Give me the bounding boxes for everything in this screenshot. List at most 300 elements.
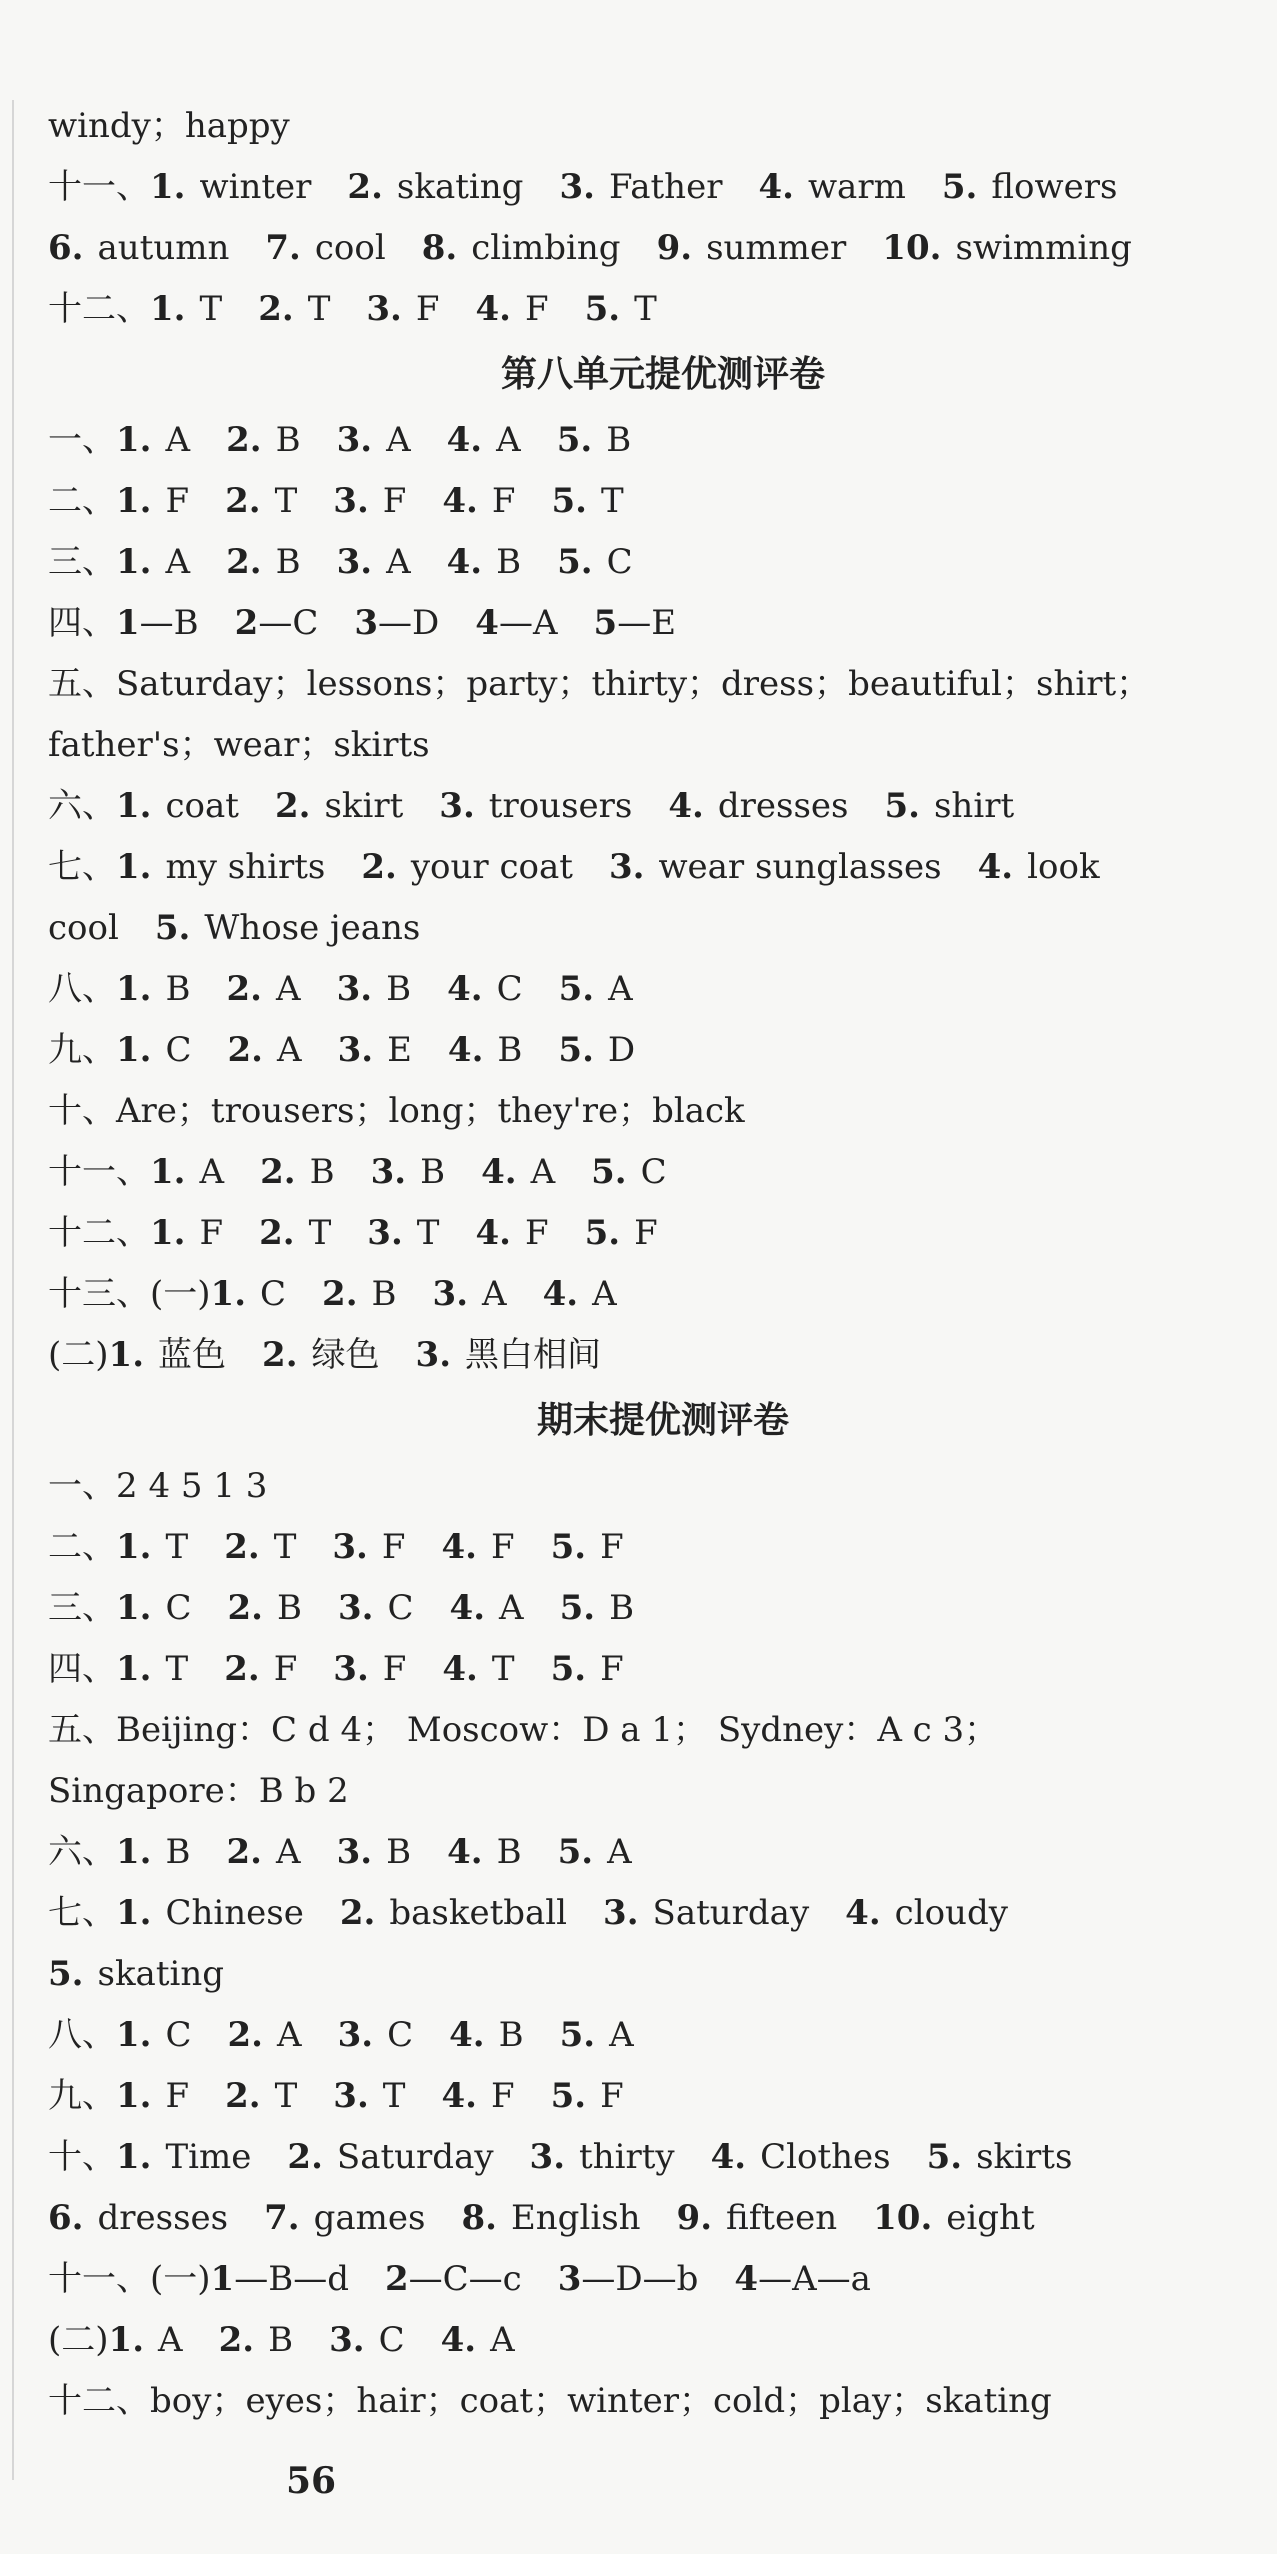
question-prefix: 三、: [48, 542, 116, 582]
answer-line: [48, 1203, 1238, 1264]
answer-line: [48, 410, 1238, 471]
item-number: 5.: [559, 1588, 596, 1628]
item-number: 5.: [584, 289, 621, 329]
item-answer: —E: [617, 603, 677, 643]
item-number: 1.: [116, 481, 152, 521]
item-number: 5.: [941, 167, 978, 207]
item-answer: Whose jeans: [204, 908, 421, 948]
item-number: 4.: [758, 167, 794, 207]
item-number: 2.: [226, 1832, 262, 1872]
answer-line: windy；happy: [48, 106, 290, 146]
item-answer: T: [382, 2076, 406, 2116]
item-number: 3.: [336, 1832, 373, 1872]
question-prefix: 十一、: [48, 167, 150, 207]
item-number: 3.: [439, 786, 475, 826]
answer-line: [48, 1517, 1238, 1578]
item-answer: F: [382, 1649, 407, 1689]
item-number: 2.: [226, 969, 262, 1009]
item-answer: C: [387, 2015, 414, 2055]
question-prefix: 三、: [48, 1588, 116, 1628]
item-number: 1.: [116, 1588, 152, 1628]
item-answer: F: [415, 289, 440, 329]
item-number: 8.: [461, 2198, 497, 2238]
answer-line: [48, 1822, 1238, 1883]
item-number: 4.: [446, 420, 483, 460]
answer-line: [48, 218, 1238, 279]
item-number: 1.: [116, 786, 152, 826]
item-answer: A: [499, 1588, 524, 1628]
item-number: 1.: [210, 1274, 247, 1314]
item-number: 1.: [116, 2076, 152, 2116]
item-answer: skating: [396, 167, 524, 207]
item-answer: —A—a: [758, 2259, 871, 2299]
question-prefix: 八、: [48, 2015, 116, 2055]
item-answer: B: [165, 1832, 191, 1872]
answer-line: [48, 1944, 1238, 2005]
item-answer: —B—d: [234, 2259, 349, 2299]
item-number: 2: [234, 603, 259, 643]
item-answer: skirt: [324, 786, 404, 826]
item-answer: my shirts: [165, 847, 326, 887]
item-answer: C: [640, 1152, 667, 1192]
answer-line: [48, 776, 1238, 837]
question-prefix: 十、: [48, 2137, 116, 2177]
item-answer: A: [608, 969, 633, 1009]
item-number: 3.: [333, 1649, 369, 1689]
item-answer: 黑白相间: [465, 1335, 602, 1375]
item-answer: A: [276, 969, 301, 1009]
item-number: 2.: [262, 1335, 298, 1375]
item-answer: Chinese: [165, 1893, 304, 1933]
item-answer: A: [609, 2015, 634, 2055]
item-answer: B: [496, 542, 522, 582]
item-answer: B: [275, 542, 301, 582]
item-answer: thirty: [579, 2137, 675, 2177]
item-number: 3.: [415, 1335, 452, 1375]
answer-line: 五、Saturday；lessons；party；thirty；dress；beautiful；shirt；: [48, 664, 1151, 704]
item-answer: 蓝色: [158, 1335, 227, 1375]
item-number: 3.: [332, 1527, 368, 1567]
item-number: 3.: [367, 1213, 403, 1253]
item-number: 3.: [608, 847, 645, 887]
item-answer: A: [496, 420, 521, 460]
item-answer: A: [530, 1152, 556, 1192]
item-answer: A: [276, 1832, 301, 1872]
item-number: 1.: [150, 1152, 186, 1192]
item-answer: B: [386, 969, 412, 1009]
question-prefix: (二): [48, 1335, 109, 1375]
item-number: 4: [734, 2259, 759, 2299]
item-number: 3.: [337, 1030, 374, 1070]
item-number: 4.: [449, 1588, 486, 1628]
item-number: 3.: [333, 2076, 369, 2116]
item-number: 3.: [559, 167, 595, 207]
item-answer: T: [308, 1213, 332, 1253]
item-number: 2: [384, 2259, 409, 2299]
item-number: 5.: [550, 1527, 587, 1567]
item-number: 5.: [550, 1649, 587, 1689]
item-answer: autumn: [97, 228, 230, 268]
item-number: 2.: [361, 847, 397, 887]
item-answer: A: [592, 1274, 617, 1314]
item-number: 5.: [591, 1152, 627, 1192]
item-number: 1.: [150, 1213, 186, 1253]
item-number: 1.: [116, 1832, 152, 1872]
item-answer: trousers: [488, 786, 633, 826]
item-answer: T: [274, 481, 298, 521]
item-number: 2.: [227, 1588, 264, 1628]
item-number: 2.: [225, 2076, 261, 2116]
item-answer: F: [490, 1527, 515, 1567]
item-answer: A: [165, 542, 191, 582]
answer-line: [48, 1264, 1238, 1325]
item-answer: warm: [807, 167, 906, 207]
answer-line: [48, 2127, 1238, 2188]
item-number: 4.: [442, 1649, 478, 1689]
item-number: 2.: [224, 1527, 260, 1567]
item-number: 5.: [551, 481, 587, 521]
item-number: 4.: [475, 1213, 511, 1253]
item-answer: A: [158, 2320, 183, 2360]
answer-line: [48, 2005, 1238, 2066]
item-number: 1.: [116, 1649, 152, 1689]
item-answer: A: [277, 2015, 302, 2055]
question-prefix: 九、: [48, 1030, 116, 1070]
item-number: 5.: [550, 2076, 587, 2116]
item-answer: F: [491, 481, 516, 521]
item-answer: A: [277, 1030, 302, 1070]
item-number: 1.: [116, 969, 152, 1009]
item-number: 1.: [116, 2015, 152, 2055]
item-answer: F: [600, 1527, 624, 1567]
item-number: 2.: [274, 786, 311, 826]
item-answer: F: [600, 1649, 624, 1689]
question-prefix: 七、: [48, 847, 116, 887]
item-answer: D: [607, 1030, 636, 1070]
item-number: 7.: [264, 2198, 300, 2238]
answer-line: [48, 1883, 1238, 1944]
item-answer: eight: [946, 2198, 1035, 2238]
answer-line: [48, 2249, 1238, 2310]
answer-line: 五、Beijing：C d 4； Moscow：D a 1； Sydney：A c 3；: [48, 1710, 999, 1750]
question-prefix: (二): [48, 2320, 109, 2360]
answer-line: [48, 898, 1238, 959]
answer-line: [48, 2310, 1238, 2371]
item-number: 2.: [226, 542, 262, 582]
item-answer: T: [165, 1527, 189, 1567]
item-answer: cool: [314, 228, 386, 268]
item-number: 5: [593, 603, 618, 643]
answer-line: 十二、boy；eyes；hair；coat；winter；cold；play；skating: [48, 2381, 1052, 2421]
item-number: 4.: [977, 847, 1014, 887]
item-number: 1.: [116, 420, 152, 460]
item-number: 5.: [48, 1954, 84, 1994]
item-answer: swimming: [955, 228, 1132, 268]
item-answer: C: [387, 1588, 414, 1628]
item-number: 5.: [558, 1030, 594, 1070]
answer-line: [48, 1578, 1238, 1639]
item-answer: B: [165, 969, 191, 1009]
item-answer: T: [634, 289, 657, 329]
item-answer: —C—c: [408, 2259, 522, 2299]
item-number: 10.: [873, 2198, 933, 2238]
item-number: 10.: [882, 228, 942, 268]
item-number: 4.: [449, 2015, 485, 2055]
item-number: 1.: [116, 542, 152, 582]
item-number: 3.: [370, 1152, 407, 1192]
item-number: 2.: [260, 1152, 296, 1192]
item-number: 3: [557, 2259, 582, 2299]
item-number: 5.: [926, 2137, 963, 2177]
item-answer: E: [387, 1030, 412, 1070]
item-answer: coat: [165, 786, 239, 826]
item-number: 3: [354, 603, 379, 643]
question-prefix: 四、: [48, 603, 116, 643]
item-number: 2.: [258, 289, 294, 329]
item-answer: Clothes: [760, 2137, 891, 2177]
item-answer: look: [1027, 847, 1100, 887]
item-number: 5.: [559, 2015, 596, 2055]
section-heading: 第八单元提优测评卷: [500, 354, 825, 395]
item-number: 1.: [116, 1527, 152, 1567]
item-answer: 绿色: [311, 1335, 380, 1375]
answer-line: [48, 2066, 1238, 2127]
item-answer: T: [491, 1649, 515, 1689]
item-answer: B: [497, 1030, 523, 1070]
item-number: 4.: [668, 786, 704, 826]
answer-line: [48, 471, 1238, 532]
question-prefix: 十三、(一): [48, 1274, 211, 1314]
answer-lead: cool: [48, 908, 119, 948]
item-answer: Father: [608, 167, 723, 207]
item-number: 8.: [421, 228, 458, 268]
item-answer: shirt: [933, 786, 1015, 826]
item-number: 2.: [218, 2320, 255, 2360]
question-prefix: 六、: [48, 786, 116, 826]
item-number: 1.: [108, 2320, 145, 2360]
answer-line: [48, 157, 1238, 218]
item-answer: C: [165, 2015, 192, 2055]
answer-line: [48, 2188, 1238, 2249]
item-number: 5.: [154, 908, 191, 948]
item-number: 4.: [710, 2137, 747, 2177]
item-number: 2.: [227, 1030, 264, 1070]
item-number: 3.: [336, 420, 373, 460]
item-number: 6.: [48, 228, 84, 268]
answer-line: [48, 837, 1238, 898]
answer-content: [48, 96, 1238, 2432]
answer-line: [48, 959, 1238, 1020]
item-number: 5.: [884, 786, 920, 826]
answer-line: 十、Are；trousers；long；they're；black: [48, 1091, 745, 1131]
question-prefix: 七、: [48, 1893, 116, 1933]
item-answer: C: [165, 1030, 192, 1070]
item-number: 4.: [447, 969, 483, 1009]
item-number: 3.: [329, 2320, 365, 2360]
item-answer: F: [199, 1213, 224, 1253]
item-number: 1: [210, 2259, 235, 2299]
item-number: 1.: [150, 167, 186, 207]
item-number: 3.: [603, 1893, 639, 1933]
item-answer: —D: [378, 603, 440, 643]
item-answer: F: [273, 1649, 298, 1689]
item-answer: C: [606, 542, 633, 582]
item-answer: B: [609, 1588, 635, 1628]
item-answer: A: [199, 1152, 225, 1192]
page-number: 56: [286, 2460, 337, 2502]
item-number: 1.: [116, 1030, 152, 1070]
question-prefix: 九、: [48, 2076, 116, 2116]
item-answer: skating: [97, 1954, 225, 1994]
item-answer: F: [600, 2076, 624, 2116]
item-answer: T: [165, 1649, 189, 1689]
item-answer: wear sunglasses: [658, 847, 942, 887]
item-answer: F: [382, 481, 407, 521]
item-answer: F: [381, 1527, 406, 1567]
answer-line: [48, 279, 1238, 340]
item-answer: B: [498, 2015, 524, 2055]
item-answer: C: [378, 2320, 405, 2360]
answer-line: 一、2 4 5 1 3: [48, 1466, 268, 1506]
answer-line: father's；wear；skirts: [48, 725, 430, 765]
item-number: 1: [116, 603, 140, 643]
item-number: 5.: [557, 542, 593, 582]
item-number: 4.: [441, 2076, 477, 2116]
answer-line: [48, 1142, 1238, 1203]
item-answer: games: [313, 2198, 426, 2238]
item-answer: B: [277, 1588, 303, 1628]
item-answer: F: [165, 2076, 190, 2116]
item-answer: T: [600, 481, 624, 521]
item-answer: summer: [706, 228, 847, 268]
question-prefix: 一、: [48, 420, 116, 460]
item-answer: English: [510, 2198, 641, 2238]
item-number: 1.: [116, 1893, 152, 1933]
item-answer: Time: [165, 2137, 252, 2177]
item-answer: A: [607, 1832, 632, 1872]
question-prefix: 八、: [48, 969, 116, 1009]
item-number: 2.: [322, 1274, 358, 1314]
item-number: 5.: [584, 1213, 621, 1253]
item-number: 1.: [108, 1335, 145, 1375]
answer-line: Singapore：B b 2: [48, 1771, 349, 1811]
question-prefix: 二、: [48, 1527, 116, 1567]
item-answer: A: [490, 2320, 515, 2360]
item-number: 4.: [441, 1527, 477, 1567]
answer-line: [48, 1639, 1238, 1700]
item-answer: cloudy: [894, 1893, 1008, 1933]
item-answer: T: [199, 289, 223, 329]
item-number: 6.: [48, 2198, 84, 2238]
item-answer: B: [371, 1274, 397, 1314]
item-answer: F: [165, 481, 190, 521]
item-number: 3.: [338, 1588, 374, 1628]
item-answer: F: [634, 1213, 658, 1253]
item-answer: A: [165, 420, 191, 460]
item-number: 2.: [347, 167, 383, 207]
item-answer: F: [524, 289, 549, 329]
item-answer: C: [165, 1588, 192, 1628]
item-answer: your coat: [410, 847, 573, 887]
answer-line: [48, 593, 1238, 654]
item-answer: F: [524, 1213, 549, 1253]
item-number: 4.: [442, 481, 478, 521]
item-number: 5.: [557, 1832, 594, 1872]
item-answer: B: [309, 1152, 335, 1192]
item-number: 3.: [529, 2137, 566, 2177]
question-prefix: 十一、(一): [48, 2259, 211, 2299]
item-answer: fifteen: [726, 2198, 838, 2238]
item-answer: dresses: [97, 2198, 229, 2238]
item-answer: —C: [258, 603, 319, 643]
item-answer: B: [268, 2320, 294, 2360]
item-answer: skirts: [976, 2137, 1073, 2177]
item-answer: A: [482, 1274, 507, 1314]
item-number: 4.: [475, 289, 511, 329]
item-answer: climbing: [471, 228, 621, 268]
item-answer: Saturday: [652, 1893, 810, 1933]
item-answer: —D—b: [581, 2259, 699, 2299]
item-number: 9.: [656, 228, 693, 268]
item-answer: B: [275, 420, 301, 460]
margin-divider: [12, 100, 14, 2480]
section-heading: 期末提优测评卷: [536, 1400, 789, 1441]
item-answer: A: [386, 420, 411, 460]
item-answer: basketball: [389, 1893, 568, 1933]
question-prefix: 二、: [48, 481, 116, 521]
item-answer: F: [490, 2076, 515, 2116]
item-number: 3.: [336, 542, 373, 582]
item-number: 2.: [227, 2015, 264, 2055]
item-answer: Saturday: [336, 2137, 494, 2177]
item-answer: C: [496, 969, 523, 1009]
answer-line: [48, 1325, 1238, 1386]
item-answer: C: [260, 1274, 287, 1314]
item-answer: winter: [199, 167, 312, 207]
item-answer: T: [273, 1527, 297, 1567]
item-number: 3.: [337, 2015, 374, 2055]
item-answer: —B: [139, 603, 199, 643]
item-number: 2.: [259, 1213, 295, 1253]
item-number: 3.: [432, 1274, 469, 1314]
question-prefix: 十二、: [48, 289, 150, 329]
answer-line: [48, 1020, 1238, 1081]
item-answer: T: [307, 289, 331, 329]
item-number: 9.: [676, 2198, 713, 2238]
item-number: 4.: [440, 2320, 477, 2360]
item-number: 4.: [447, 1030, 484, 1070]
item-number: 2.: [224, 1649, 260, 1689]
item-number: 1.: [116, 847, 152, 887]
item-number: 2.: [225, 481, 261, 521]
item-number: 2.: [287, 2137, 323, 2177]
item-answer: T: [274, 2076, 298, 2116]
item-number: 4.: [446, 542, 483, 582]
item-number: 2.: [226, 420, 262, 460]
answer-line: [48, 532, 1238, 593]
item-answer: B: [386, 1832, 412, 1872]
item-number: 4.: [481, 1152, 517, 1192]
item-number: 1.: [150, 289, 186, 329]
item-number: 4.: [542, 1274, 579, 1314]
item-number: 3.: [336, 969, 373, 1009]
question-prefix: 六、: [48, 1832, 116, 1872]
item-number: 5.: [556, 420, 593, 460]
item-answer: A: [386, 542, 411, 582]
item-answer: dresses: [717, 786, 849, 826]
item-answer: flowers: [991, 167, 1118, 207]
item-number: 4.: [845, 1893, 881, 1933]
